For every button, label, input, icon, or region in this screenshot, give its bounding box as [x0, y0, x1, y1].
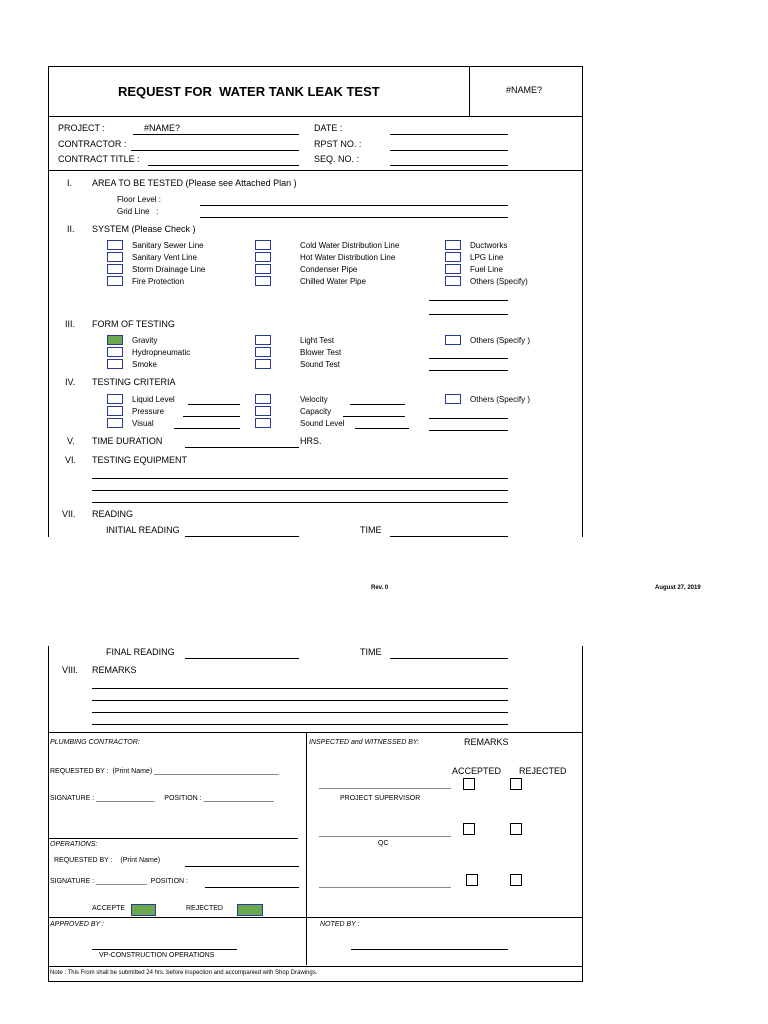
- noted-signature-line[interactable]: [351, 949, 508, 950]
- criteria-option: Velocity: [300, 395, 328, 404]
- criteria-option: Liquid Level: [132, 395, 175, 404]
- testing-option: Smoke: [132, 360, 157, 369]
- initial-reading-field[interactable]: [185, 536, 299, 537]
- qc-rejected-checkbox[interactable]: [510, 823, 522, 835]
- others-testing-field-2[interactable]: [429, 370, 508, 371]
- plumbing-contractor-label: PLUMBING CONTRACTOR:: [50, 739, 140, 746]
- vp-construction-label: VP-CONSTRUCTION OPERATIONS: [99, 952, 215, 959]
- system-option: Ductworks: [470, 241, 508, 250]
- third-rejected-checkbox[interactable]: [510, 874, 522, 886]
- remarks-line-1[interactable]: [92, 688, 508, 689]
- section-5-label: TIME DURATION: [92, 436, 163, 446]
- others-criteria-field[interactable]: [429, 418, 508, 419]
- checkbox-fuel[interactable]: [445, 264, 461, 274]
- equipment-line-3[interactable]: [92, 502, 508, 503]
- time-duration-field[interactable]: [185, 447, 299, 448]
- project-value: #NAME?: [144, 123, 181, 133]
- checkbox-capacity[interactable]: [255, 406, 271, 416]
- system-option: Others (Specify): [470, 277, 528, 286]
- contractor-field[interactable]: [131, 150, 299, 151]
- signature-position-line[interactable]: SIGNATURE : _______________ POSITION : __________________: [50, 795, 274, 802]
- section-6-number: VI.: [65, 455, 77, 465]
- section-3-label: FORM OF TESTING: [92, 319, 175, 329]
- section-8-label: REMARKS: [92, 665, 137, 675]
- section-1-label: AREA TO BE TESTED (Please see Attached Plan ): [92, 178, 297, 188]
- system-option: Storm Drainage Line: [132, 265, 206, 274]
- section-2-number: II.: [67, 224, 75, 234]
- form-title: REQUEST FOR WATER TANK LEAK TEST: [118, 84, 380, 99]
- initial-reading-label: INITIAL READING: [106, 525, 180, 535]
- checkbox-smoke[interactable]: [107, 359, 123, 369]
- equipment-line-2[interactable]: [92, 490, 508, 491]
- remarks-header: REMARKS: [464, 737, 509, 747]
- remarks-line-4[interactable]: [92, 724, 508, 725]
- approved-signature-line[interactable]: [92, 949, 237, 950]
- ops-rejected-label: REJECTED: [186, 905, 223, 912]
- floor-level-field[interactable]: [200, 205, 508, 206]
- operations-label: OPERATIONS:: [50, 841, 98, 848]
- qc-signature-line[interactable]: [319, 836, 451, 837]
- ops-requested-label: REQUESTED BY : (Print Name): [54, 857, 161, 864]
- testing-others-label: Others (Specify ): [470, 336, 531, 345]
- ops-signature-label: SIGNATURE : _____________ POSITION :: [50, 878, 188, 885]
- remarks-line-2[interactable]: [92, 700, 508, 701]
- accepted-header: ACCEPTED: [452, 766, 502, 776]
- contractor-label: CONTRACTOR :: [58, 139, 127, 149]
- checkbox-pressure[interactable]: [107, 406, 123, 416]
- floor-level-label: Floor Level :: [117, 195, 162, 204]
- section-1-number: I.: [67, 178, 73, 188]
- section-6-label: TESTING EQUIPMENT: [92, 455, 188, 465]
- supervisor-accepted-checkbox[interactable]: [463, 778, 475, 790]
- section-7-number: VII.: [62, 509, 76, 519]
- checkbox-lpg[interactable]: [445, 252, 461, 262]
- approved-by-label: APPROVED BY :: [50, 921, 104, 928]
- revision-label: Rev. 0: [371, 585, 389, 591]
- system-option: Sanitary Sewer Line: [132, 241, 204, 250]
- final-time-label: TIME: [360, 647, 382, 657]
- system-option: Cold Water Distribution Line: [300, 241, 400, 250]
- supervisor-rejected-checkbox[interactable]: [510, 778, 522, 790]
- final-time-field[interactable]: [390, 658, 508, 659]
- criteria-option: Capacity: [300, 407, 332, 416]
- system-option: Fuel Line: [470, 265, 503, 274]
- rejected-header: REJECTED: [519, 766, 567, 776]
- testing-option: Gravity: [132, 336, 158, 345]
- criteria-option: Pressure: [132, 407, 165, 416]
- initial-time-label: TIME: [360, 525, 382, 535]
- project-supervisor-label: PROJECT SUPERVISOR: [340, 795, 421, 802]
- checkbox-chilled-water[interactable]: [255, 276, 271, 286]
- system-option: Hot Water Distribution Line: [300, 253, 396, 262]
- others-system-field[interactable]: [429, 300, 508, 301]
- checkbox-hydropneumatic[interactable]: [107, 347, 123, 357]
- checkbox-liquid-level[interactable]: [107, 394, 123, 404]
- ops-accepted-label: ACCEPTE: [92, 905, 126, 912]
- others-testing-field[interactable]: [429, 358, 508, 359]
- final-reading-field[interactable]: [185, 658, 299, 659]
- contract-title-label: CONTRACT TITLE :: [58, 154, 140, 164]
- section-4-number: IV.: [65, 377, 76, 387]
- checkbox-sound-test[interactable]: [255, 359, 271, 369]
- checkbox-condenser[interactable]: [255, 264, 271, 274]
- system-option: Sanitary Vent Line: [132, 253, 197, 262]
- testing-option: Sound Test: [300, 360, 340, 369]
- date-label: DATE :: [314, 123, 343, 133]
- ops-rejected-checkbox[interactable]: [237, 904, 263, 916]
- system-option: LPG Line: [470, 253, 504, 262]
- ops-position-field[interactable]: [205, 887, 299, 888]
- section-2-label: SYSTEM (Please Check ): [92, 224, 196, 234]
- checkbox-others-testing[interactable]: [445, 335, 461, 345]
- final-reading-label: FINAL READING: [106, 647, 175, 657]
- noted-by-label: NOTED BY :: [320, 921, 360, 928]
- section-5-number: V.: [67, 436, 75, 446]
- checkbox-visual[interactable]: [107, 418, 123, 428]
- seq-field[interactable]: [390, 165, 508, 166]
- qc-accepted-checkbox[interactable]: [463, 823, 475, 835]
- rpst-field[interactable]: [390, 150, 508, 151]
- project-field[interactable]: [133, 134, 299, 135]
- checkbox-ductworks[interactable]: [445, 240, 461, 250]
- grid-line-label: Grid Line :: [117, 207, 159, 216]
- checkbox-velocity[interactable]: [255, 394, 271, 404]
- testing-option: Hydropneumatic: [132, 348, 191, 357]
- checkbox-sanitary-vent[interactable]: [107, 252, 123, 262]
- checkbox-blower-test[interactable]: [255, 347, 271, 357]
- checkbox-storm-drainage[interactable]: [107, 264, 123, 274]
- revision-date: August 27, 2019: [655, 585, 701, 591]
- third-accepted-checkbox[interactable]: [466, 874, 478, 886]
- testing-option: Light Test: [300, 336, 335, 345]
- testing-option: Blower Test: [300, 348, 342, 357]
- section-7-label: READING: [92, 509, 134, 519]
- criteria-option: Visual: [132, 419, 154, 428]
- qc-label: QC: [378, 840, 389, 847]
- section-8-number: VIII.: [62, 665, 79, 675]
- ops-accepted-checkbox[interactable]: [131, 904, 156, 916]
- checkbox-sanitary-sewer[interactable]: [107, 240, 123, 250]
- checkbox-sound-level[interactable]: [255, 418, 271, 428]
- others-criteria-field-2[interactable]: [429, 430, 508, 431]
- hours-unit: HRS.: [300, 436, 322, 446]
- seq-label: SEQ. NO. :: [314, 154, 360, 164]
- checkbox-cold-water[interactable]: [255, 240, 271, 250]
- system-option: Chilled Water Pipe: [300, 277, 366, 286]
- third-signature-line[interactable]: [319, 887, 451, 888]
- checkbox-others-system[interactable]: [445, 276, 461, 286]
- grid-line-field[interactable]: [200, 217, 508, 218]
- requested-by-line[interactable]: REQUESTED BY : (Print Name) ________________________________: [50, 768, 279, 775]
- checkbox-others-criteria[interactable]: [445, 394, 461, 404]
- criteria-others-label: Others (Specify ): [470, 395, 531, 404]
- system-option: Condenser Pipe: [300, 265, 358, 274]
- remarks-line-3[interactable]: [92, 712, 508, 713]
- contract-title-field[interactable]: [148, 165, 299, 166]
- ops-requested-field[interactable]: [185, 866, 299, 867]
- system-option: Fire Protection: [132, 277, 185, 286]
- name-cell: #NAME?: [506, 85, 543, 95]
- others-system-field-2[interactable]: [429, 314, 508, 315]
- checkbox-hot-water[interactable]: [255, 252, 271, 262]
- criteria-option: Sound Level: [300, 419, 345, 428]
- date-field[interactable]: [390, 134, 508, 135]
- section-4-label: TESTING CRITERIA: [92, 377, 176, 387]
- submission-note: Note : This From shall be submitted 24 hrs. before inspection and accompanied with Shop Drawings.: [50, 970, 318, 976]
- inspected-witnessed-label: INSPECTED and WITNESSED BY:: [309, 739, 420, 746]
- project-supervisor-signature-line[interactable]: [319, 788, 451, 789]
- checkbox-gravity-checked[interactable]: [107, 335, 123, 345]
- checkbox-light-test[interactable]: [255, 335, 271, 345]
- section-3-number: III.: [65, 319, 76, 329]
- initial-time-field[interactable]: [390, 536, 508, 537]
- rpst-label: RPST NO. :: [314, 139, 362, 149]
- equipment-line-1[interactable]: [92, 478, 508, 479]
- checkbox-fire-protection[interactable]: [107, 276, 123, 286]
- project-label: PROJECT :: [58, 123, 105, 133]
